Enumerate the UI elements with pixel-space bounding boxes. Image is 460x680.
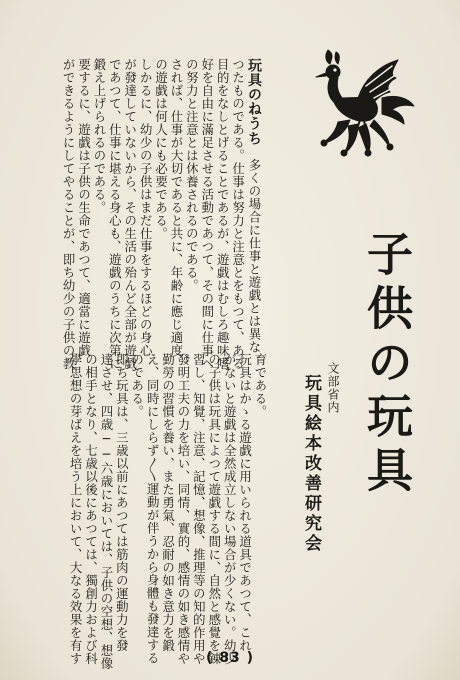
text-column: されば、仕事が大切であると共に、年齢に應じ適度 bbox=[168, 58, 184, 357]
text-column: え、同時にしらず〳〵運動が伴うから身體も發達する bbox=[145, 353, 161, 665]
section-heading: 玩具のねうち bbox=[246, 58, 262, 146]
text-column: 要するに、遊戯は子供の生命であつて、適當に遊戯 bbox=[76, 58, 92, 357]
text-column: の子供は玩具によつて遊戯する間に、自然と感覺を錬 bbox=[206, 353, 222, 665]
text-column: つたものである。仕事は努力と注意とをもつて、ある bbox=[230, 58, 246, 370]
text-column: 學思想の芽ばえを培う上において、大なる效果を有す bbox=[68, 353, 84, 665]
text-column: 玩具はかゝる遊戯に用いられる道具であつて、これ bbox=[237, 353, 253, 652]
text-column: 習し、知覺、注意、記憶、想像、推理等の知的作用や bbox=[191, 353, 207, 665]
text-column: であつて、仕事に堪える身心も、遊戯のうちに次第に bbox=[107, 58, 123, 370]
text-column: の相手となり、七歳以後にあつては、獨創力および科 bbox=[83, 353, 99, 665]
text-column: 玩具のねうち 多くの場合に仕事と遊戯とは異な bbox=[246, 58, 262, 354]
phoenix-bird-icon bbox=[300, 40, 420, 158]
byline-organization: 文部省内 bbox=[326, 362, 340, 414]
byline-name: 玩具絵本改善研究会 bbox=[301, 374, 321, 554]
text-column: 即ち玩具は、三歳以前にあつては筋肉の運動力を發 bbox=[114, 353, 130, 652]
text-column: ができるようにしてやることが、即ち幼少の子供の教 bbox=[61, 58, 77, 370]
top-section bbox=[61, 58, 262, 370]
text-column: のである。 bbox=[129, 353, 145, 418]
text-column: 好を自由に滿足させる活動であつて、その間に仕事へ bbox=[199, 58, 215, 370]
page-number: ( 83 ) bbox=[205, 650, 255, 666]
text-column: 目的をなしとげることであるが、遊戯はむしろ趣味嗜 bbox=[215, 58, 231, 370]
text-column: 達させ、四歳──六歳においては、子供の空想、想像 bbox=[98, 353, 114, 671]
title-text: 子供の玩具 bbox=[360, 230, 414, 500]
text-column: 育である。 bbox=[253, 353, 268, 418]
text-column: の努力と注意とは休養されるのである。 bbox=[184, 58, 200, 292]
text-column: が發達していないから、その生活の殆んど全部が遊戯 bbox=[122, 58, 138, 370]
text-column: 發明工夫の力を培い、同情、實的、感情の如き感情や bbox=[175, 353, 191, 665]
text-column: の遊戯は何人にも必要である。 bbox=[153, 58, 169, 240]
text-column: 鍛え上げられるのである。 bbox=[91, 58, 107, 214]
byline bbox=[300, 362, 344, 622]
text-column: 勤勞の習慣を養い、また勇氣、忍耐の如き意力を鍛 bbox=[160, 353, 176, 652]
text-column: しかるに、幼少の子供はまだ仕事をするほどの身心 bbox=[138, 58, 154, 357]
page-title bbox=[360, 230, 414, 500]
text-column: がないと遊戯は全然成立しない場合が少くない。幼少 bbox=[222, 353, 238, 665]
